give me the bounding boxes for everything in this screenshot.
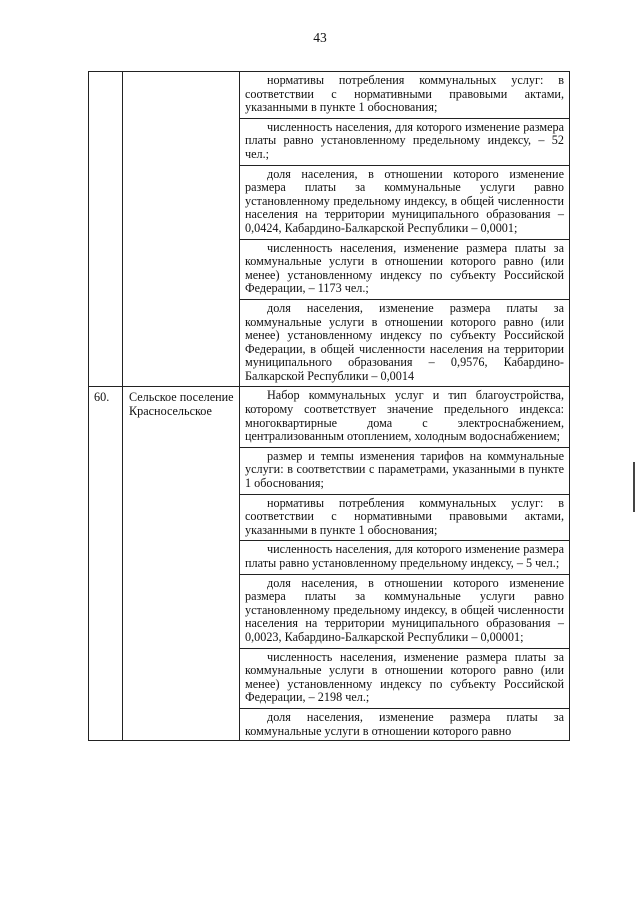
document-table bbox=[88, 71, 570, 741]
paragraph-population-below-index: численность населения, изменение размера платы за коммунальные услуги в отношении которого равно (или менее) установленному индексу по субъекту Российской Федерации, – 1173 чел.; bbox=[240, 240, 569, 300]
row-number bbox=[89, 72, 122, 76]
paragraph-share-at-index: доля населения, в отношении которого изменение размера платы за коммунальные услуги равно установленному предельному индексу, в общей численности населения на территории муниципального образования – 0,0023, Кабардино-Балкарской Республики – 0,00001; bbox=[240, 575, 569, 649]
scan-artifact-mark bbox=[633, 462, 635, 512]
paragraph-share-below-index: доля населения, изменение размера платы за коммунальные услуги в отношении которого равно (или менее) установленному индексу по субъекту Российской Федерации, в общей численности населения на территории муниципального образования – 0,9576, Кабардино-Балкарской Республики – 0,0014 bbox=[245, 300, 564, 383]
page-number: 43 bbox=[313, 30, 327, 45]
paragraph-population-at-index: численность населения, для которого изменение размера платы равно установленному предельному индексу, – 5 чел.; bbox=[240, 541, 569, 574]
paragraph-share-below-index: доля населения, изменение размера платы за коммунальные услуги в отношении которого равно bbox=[245, 709, 564, 738]
settlement-name bbox=[123, 72, 239, 76]
settlement-name-cell bbox=[123, 387, 240, 740]
row-number-cell bbox=[89, 72, 123, 387]
paragraph-population-at-index: численность населения, для которого изменение размера платы равно установленному предельному индексу, – 52 чел.; bbox=[240, 119, 569, 166]
paragraph-population-below-index: численность населения, изменение размера платы за коммунальные услуги в отношении которого равно (или менее) установленному индексу по субъекту Российской Федерации, – 2198 чел.; bbox=[240, 649, 569, 709]
settlement-name: Сельское поселение Красносельское bbox=[129, 390, 234, 419]
table-row bbox=[89, 72, 570, 387]
paragraph-tariffs: размер и темпы изменения тарифов на коммунальные услуги: в соответствии с параметрами, указанными в пункте 1 обоснования; bbox=[240, 448, 569, 495]
row-number-cell bbox=[89, 387, 123, 740]
description-cell bbox=[240, 387, 570, 740]
table-row bbox=[89, 387, 570, 740]
description-cell bbox=[240, 72, 570, 387]
paragraph-consumption-norms: нормативы потребления коммунальных услуг: в соответствии с нормативными правовыми актами, указанными в пункте 1 обоснования; bbox=[240, 495, 569, 542]
row-number: 60. bbox=[94, 390, 110, 405]
paragraph-consumption-norms: нормативы потребления коммунальных услуг: в соответствии с нормативными правовыми актами, указанными в пункте 1 обоснования; bbox=[240, 72, 569, 119]
paragraph-share-at-index: доля населения, в отношении которого изменение размера платы за коммунальные услуги равно установленному предельному индексу, в общей численности населения на территории муниципального образования – 0,0424, Кабардино-Балкарской Республики – 0,0001; bbox=[240, 166, 569, 240]
settlement-name-cell bbox=[123, 72, 240, 387]
paragraph-services-set: Набор коммунальных услуг и тип благоустройства, которому соответствует значение предельного индекса: многоквартирные дома с электроснабжением, централизованным отоплением, холодным водоснабжением; bbox=[240, 387, 569, 447]
